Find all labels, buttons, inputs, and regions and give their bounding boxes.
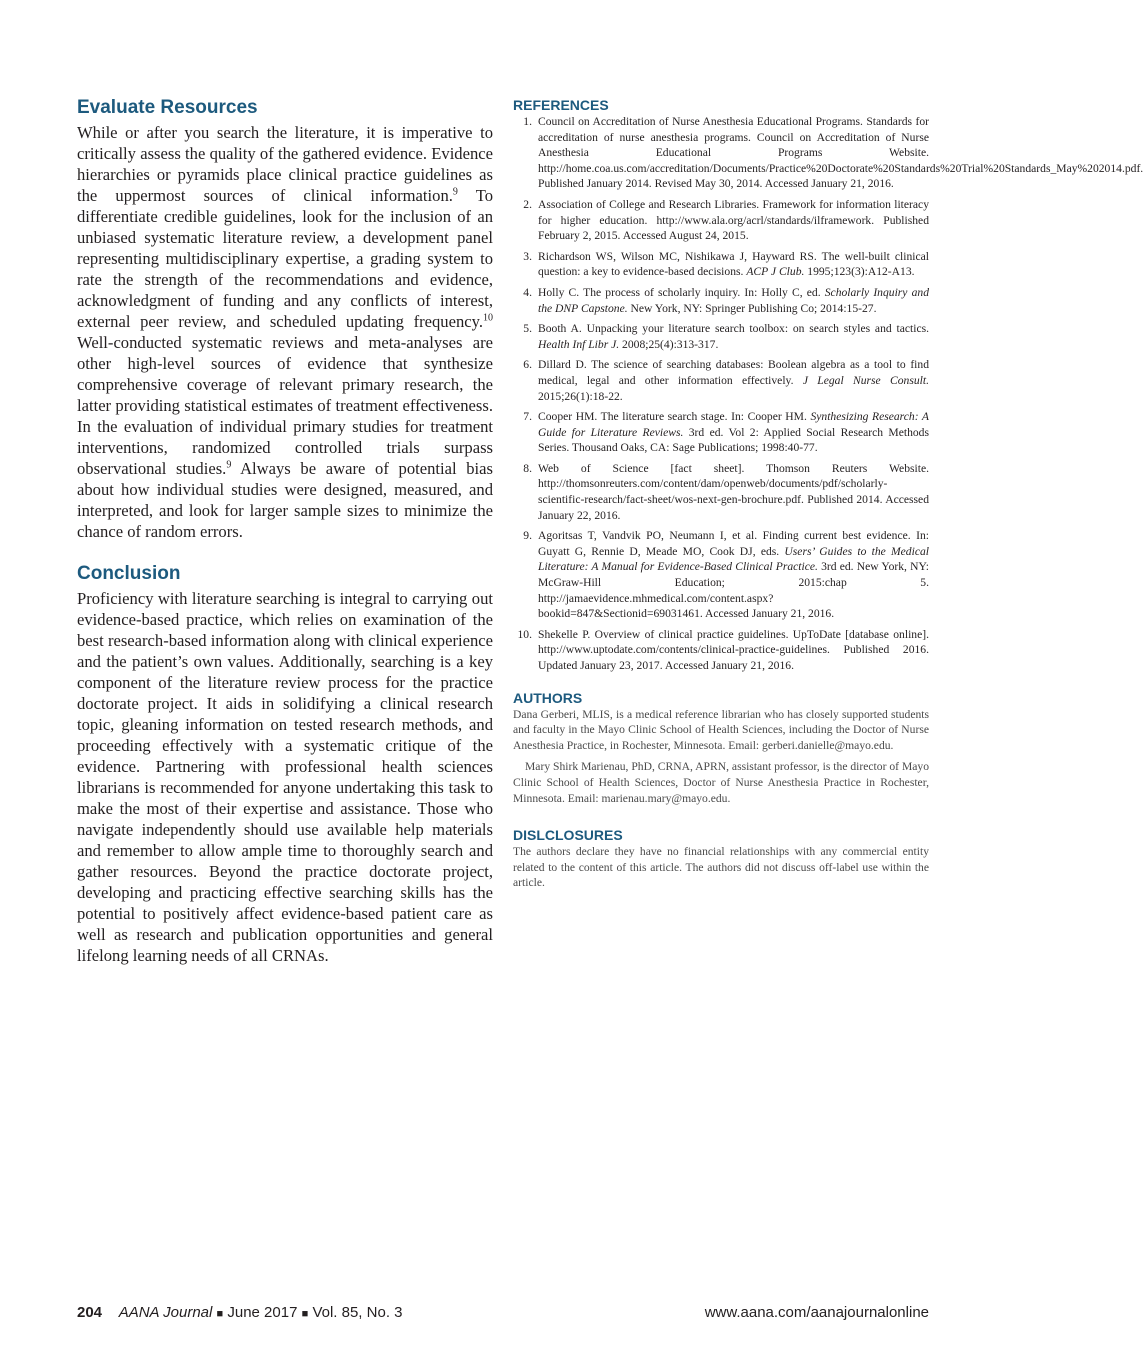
reference-text: Dillard D. The science of searching databases: Boolean algebra as a tool to find medical, legal and other information effectively.: [538, 358, 929, 387]
reference-source-title: J Legal Nurse Consult.: [802, 373, 929, 387]
page-footer: [77, 1304, 929, 1321]
reference-number: 5.: [523, 322, 532, 336]
reference-number: 8.: [523, 461, 532, 475]
reference-source-title: Scholarly Inquiry and the DNP Capstone.: [538, 285, 929, 315]
reference-text: Web of Science [fact sheet]. Thomson Reuters Website. http://thomsonreuters.com/content/dam/openweb/documents/pdf/scholarly-scientific-research/fact-sheet/wos-next-gen-brochure.pdf. Published 2014. Accessed January 22, 2016.: [538, 461, 929, 522]
reference-item: [513, 357, 929, 404]
reference-text: Association of College and Research Libraries. Framework for information literacy for higher education. http://www.ala.org/acrl/standards/ilframework. Published February 2, 2015. Accessed August 24, 2015.: [538, 197, 929, 243]
author-bio: Dana Gerberi, MLIS, is a medical reference librarian who has closely supported students and faculty in the Mayo Clinic School of Health Sciences, including the Doctor of Nurse Anesthesia Practice, in Rochester, Minnesota. Email: gerberi.danielle@mayo.edu.: [513, 707, 929, 752]
reference-item: [513, 627, 929, 674]
reference-source-title: Synthesizing Research: A Guide for Literature Reviews.: [538, 410, 930, 439]
reference-number: 7.: [523, 410, 532, 424]
citation-superscript: 9: [452, 186, 458, 198]
reference-number: 4.: [523, 285, 532, 299]
reference-item: [513, 114, 1143, 192]
reference-text: Agoritsas T, Vandvik PO, Neumann I, et al. Finding current best evidence. In: Guyatt G, Rennie D, Meade MO, Cook DJ, eds.: [538, 529, 929, 558]
reference-item: [513, 321, 929, 352]
reference-text: Shekelle P. Overview of clinical practice guidelines. UpToDate [database online]. http://www.uptodate.com/contents/clinical-practice-guidelines. Published 2016. Updated January 23, 2017. Accessed January 21, 2016.: [538, 627, 929, 672]
reference-text: 3rd ed. New York, NY: McGraw-Hill Education; 2015:chap 5. http://jamaevidence.mhmedical.com/content.aspx?bookid=847&Sectionid=69031461. Accessed January 21, 2016.: [538, 560, 929, 621]
authors-heading: AUTHORS: [513, 689, 583, 706]
reference-text: Cooper HM. The literature search stage. In: Cooper HM.: [538, 410, 811, 424]
reference-text: New York, NY: Springer Publishing Co; 2014:15-27.: [627, 301, 877, 315]
reference-text: 2008;25(4):313-317.: [619, 337, 719, 351]
reference-number: 6.: [523, 358, 532, 372]
reference-number: 10.: [517, 627, 532, 641]
reference-text: Council on Accreditation of Nurse Anesthesia Educational Programs. Standards for accreditation of nurse anesthesia programs. Council on Accreditation of Nurse Anesthesia Educational Programs Website. http://home.coa.us.com/accreditation/Documents/Practice%20Doctorate%20Standards%20Trial%20Standards_May%202014.pdf. Published January 2014. Revised May 30, 2014. Accessed January 21, 2016.: [538, 115, 1143, 191]
separator: ■: [301, 1308, 309, 1320]
reference-item: [513, 285, 929, 316]
citation-superscript: 10: [483, 312, 493, 324]
reference-text: 2015;26(1):18-22.: [538, 389, 623, 403]
reference-list: [513, 114, 1143, 674]
left-column: [77, 96, 493, 966]
right-column: [513, 96, 1143, 891]
journal-url[interactable]: www.aana.com/aanajournalonline: [704, 1304, 929, 1321]
reference-item: [513, 409, 929, 456]
reference-item: [513, 461, 929, 523]
reference-item: [513, 528, 929, 622]
reference-source-title: ACP J Club.: [746, 265, 805, 279]
conclusion-paragraph: Proficiency with literature searching is integral to carrying out evidence-based practice, which relies on examination of the best research-based information along with clinical experience and the patient’s own values. Additionally, searching is a key component of the literature review process for the practice doctorate project. It aids in solidifying a clinical research topic, gleaning information on tested research methods, and proceeding effectively with a systematic critique of the evidence. Partnering with professional health sciences librarians is recommended for anyone undertaking this task to make the most of their expertise and assistance. Those who navigate independently should use available help materials and remember to allow ample time to thoroughly search and gather resources. Beyond the practice doctorate project, developing and practicing effective searching skills has the potential to positively affect evidence-based patient care as well as research and publication opportunities and general lifelong learning needs of all CRNAs.: [77, 589, 493, 965]
reference-source-title: Health Inf Libr J.: [538, 337, 620, 351]
author-bio: Mary Shirk Marienau, PhD, CRNA, APRN, assistant professor, is the director of Mayo Clinic School of Health Sciences, Doctor of Nurse Anesthesia Practice in Rochester, Minnesota. Email: marienau.mary@mayo.edu.: [513, 760, 929, 805]
disclosures-text: The authors declare they have no financial relationships with any commercial entity related to the content of this article. The authors did not discuss off-label use within the article.: [513, 845, 929, 890]
separator: ■: [216, 1308, 224, 1320]
journal-name: AANA Journal: [118, 1304, 213, 1321]
reference-text: 3rd ed. Vol 2: Applied Social Research Methods Series. Thousand Oaks, CA: Sage Publications; 1998:40-77.: [538, 425, 929, 455]
reference-text: Booth A. Unpacking your literature search toolbox: on search styles and tactics.: [538, 322, 929, 336]
issue-date: June 2017: [227, 1304, 298, 1321]
volume: Vol. 85, No. 3: [312, 1304, 403, 1321]
reference-item: [513, 249, 929, 280]
section-heading-conclusion: Conclusion: [77, 563, 181, 584]
disclosures-heading: DISLCLOSURES: [513, 827, 623, 844]
reference-number: 1.: [523, 115, 532, 128]
reference-number: 3.: [523, 249, 532, 263]
reference-text: Richardson WS, Wilson MC, Nishikawa J, Hayward RS. The well-built clinical question: a key to evidence-based decisions.: [538, 249, 929, 279]
reference-number: 2.: [523, 197, 532, 211]
reference-source-title: Users’ Guides to the Medical Literature: A Manual for Evidence-Based Clinical Practice.: [538, 544, 929, 574]
references-heading: REFERENCES: [513, 97, 609, 113]
section-heading-evaluate: Evaluate Resources: [77, 97, 258, 118]
reference-number: 9.: [523, 529, 532, 543]
reference-item: [513, 197, 929, 244]
reference-text: Holly C. The process of scholarly inquiry. In: Holly C, ed.: [538, 285, 825, 299]
page-number: 204: [77, 1304, 103, 1321]
citation-superscript: 9: [226, 459, 232, 471]
reference-text: 1995;123(3):A12-A13.: [804, 265, 915, 279]
evaluate-paragraph: While or after you search the literature, it is imperative to critically assess the quality of the gathered evidence. Evidence hierarchies or pyramids place clinical practice guidelines as the uppermost sources of clinical information.$^9$ To differentiate credible guidelines, look for the inclusion of an unbiased systematic literature review, a development panel representing multidisciplinary expertise, a grading system to rate the strength of the recommendations and evidence, acknowledgment of funding and any conflicts of interest, external peer review, and scheduled updating frequency.$^{10}$ Well-conducted systematic reviews and meta-analyses are other high-level sources of evidence that synthesize comprehensive coverage of relevant primary research, the latter providing statistical estimates of treatment effectiveness. In the evaluation of individual primary studies for treatment interventions, randomized controlled trials surpass observational studies.$^9$ Always be aware of potential bias about how individual studies were designed, measured, and interpreted, and look for larger sample sizes to minimize the chance of random errors.: [77, 123, 493, 541]
